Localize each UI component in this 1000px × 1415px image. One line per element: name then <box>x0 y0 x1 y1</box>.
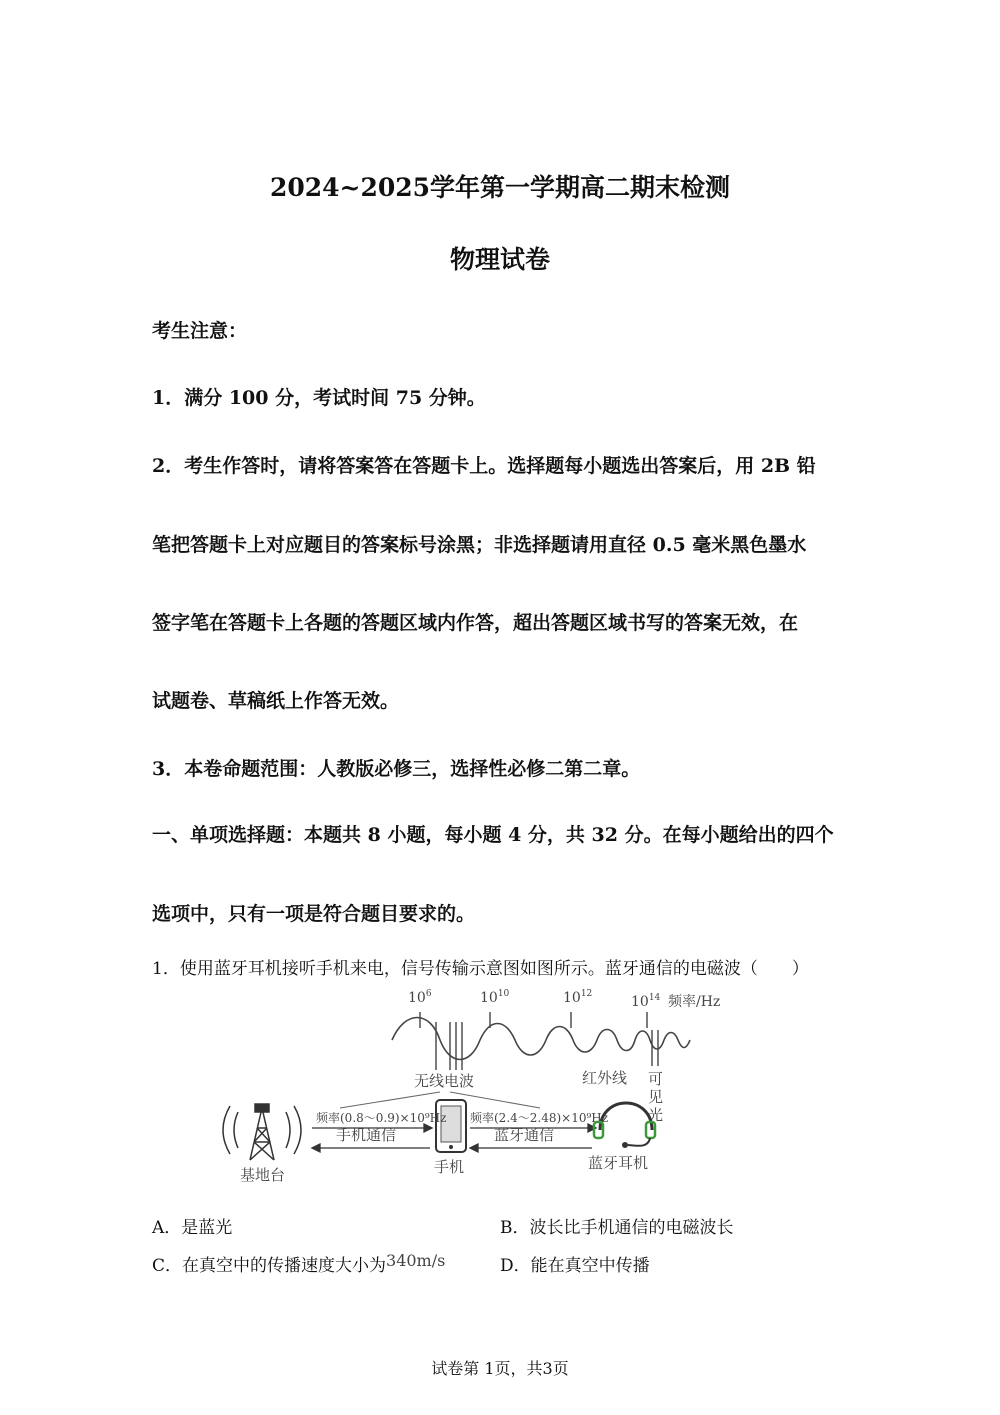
bluetooth-headset-label: 蓝牙耳机 <box>588 1154 649 1172</box>
visible-light-label-1: 可 <box>648 1070 664 1088</box>
tick-label-1e10: $10^{10}$ <box>480 989 510 1006</box>
notice-line-2c: 签字笔在答题卡上各题的答题区域内作答，超出答题区域书写的答案无效，在 <box>152 612 799 634</box>
bluetooth-headset-icon <box>594 1103 655 1148</box>
phone-comm-frequency: 频率(0.8～0.9)×10⁹Hz <box>316 1111 447 1125</box>
exam-subtitle: 物理试卷 <box>449 245 550 274</box>
infrared-label: 红外线 <box>582 1069 628 1087</box>
notice-heading: 考生注意： <box>152 320 248 342</box>
option-c[interactable] <box>152 1251 445 1276</box>
electromagnetic-wave <box>392 1018 690 1060</box>
visible-light-label-2: 见 <box>648 1088 664 1106</box>
notice-line-2b: 笔把答题卡上对应题目的答案标号涂黑；非选择题请用直径 0.5 毫米黑色墨水 <box>152 534 807 556</box>
option-b[interactable]: B．波长比手机通信的电磁波长 <box>500 1218 734 1238</box>
notice-line-1: 1．满分 100 分，考试时间 75 分钟。 <box>152 387 486 409</box>
frequency-axis-unit: 频率/Hz <box>668 994 721 1010</box>
exam-title: 2024~2025学年第一学期高二期末检测 <box>269 173 731 202</box>
tick-label-1e6: $10^6$ <box>408 989 432 1006</box>
signal-transmission-diagram <box>200 985 760 1185</box>
bluetooth-frequency: 频率(2.4～2.48)×10⁹Hz <box>470 1111 609 1125</box>
section1-heading-cont: 选项中，只有一项是符合题目要求的。 <box>152 903 476 925</box>
base-station-tower-icon <box>223 1104 301 1160</box>
option-a[interactable]: A．是蓝光 <box>152 1218 233 1238</box>
notice-line-3: 3．本卷命题范围：人教版必修三，选择性必修二第二章。 <box>152 758 641 780</box>
section1-heading: 一、单项选择题：本题共 8 小题，每小题 4 分，共 32 分。在每小题给出的四个 <box>152 824 834 846</box>
tick-label-1e14: $10^{14}$ <box>631 993 661 1010</box>
tick-label-1e12: $10^{12}$ <box>563 989 593 1006</box>
phone-comm-label: 手机通信 <box>336 1126 397 1144</box>
bluetooth-comm-label: 蓝牙通信 <box>494 1126 555 1144</box>
option-d[interactable]: D．能在真空中传播 <box>500 1256 650 1276</box>
option-c-text: C．在真空中的传播速度大小为 <box>152 1256 387 1276</box>
base-station-label: 基地台 <box>240 1166 286 1184</box>
visible-light-label-3: 光 <box>648 1106 664 1124</box>
question-1-stem: 1．使用蓝牙耳机接听手机来电，信号传输示意图如图所示。蓝牙通信的电磁波（ ） <box>152 959 809 979</box>
page-footer: 试卷第 1页，共3页 <box>431 1359 569 1378</box>
radio-wave-label: 无线电波 <box>414 1072 475 1090</box>
tick-marks <box>420 1012 647 1028</box>
option-c-value: 340m/s <box>386 1251 446 1270</box>
notice-line-2a: 2．考生作答时，请将答案答在答题卡上。选择题每小题选出答案后，用 2B 铅 <box>152 455 816 477</box>
radio-band-lines <box>436 1022 658 1070</box>
notice-line-2d: 试题卷、草稿纸上作答无效。 <box>152 690 400 712</box>
phone-icon <box>436 1100 466 1152</box>
phone-label: 手机 <box>434 1158 465 1176</box>
